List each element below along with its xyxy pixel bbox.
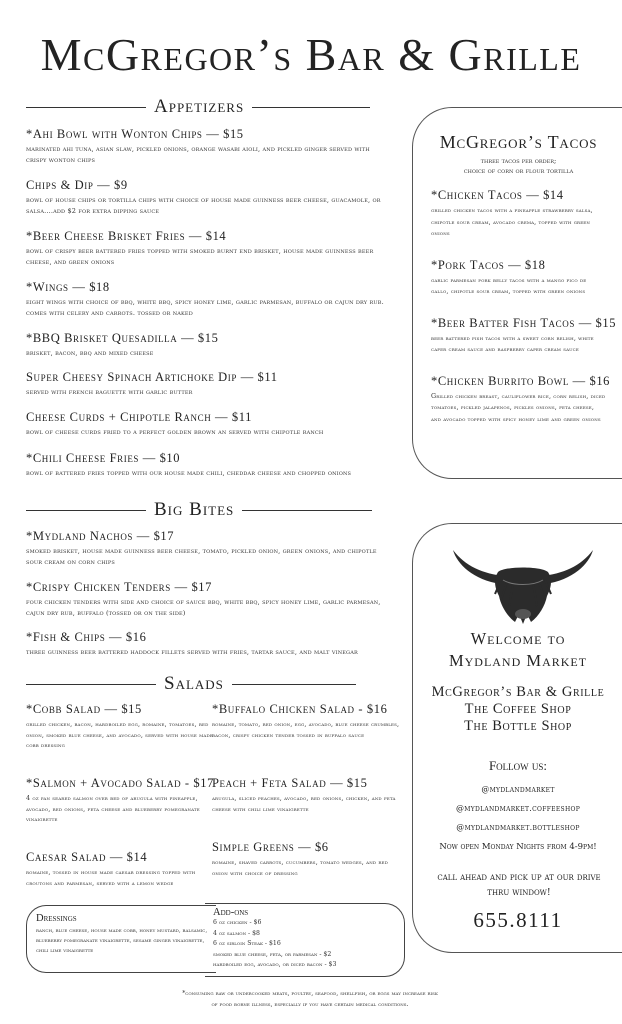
venue-name: McGregor’s Bar & Grille [431,684,605,700]
menu-item-quesadilla [26,331,386,359]
item-name: *Pork Tacos — $18 [431,257,546,272]
divider [232,684,356,685]
item-name: *Chili Cheese Fries — $10 [26,451,181,465]
social-handle: @mydlandmarket.bottleshop [456,823,580,832]
item-name: *Wings — $18 [26,280,110,294]
social-handle: @mydlandmarket [481,785,555,794]
welcome-panel [412,523,622,953]
welcome-title-line: Welcome to [470,629,566,648]
addon-line: 6 oz chicken - $6 [213,919,262,926]
menu-item-cheese-curds [26,410,386,438]
item-desc: three guinness beer battered haddock fillets served with fries, tartar sauce, and malt vinegar [26,648,358,656]
item-name: *Chicken Tacos — $14 [431,188,564,202]
divider [26,684,156,685]
social-handle: @mydlandmarket.coffeeshop [455,804,581,813]
menu-item-tenders [26,580,386,618]
tacos-subtitle-line: three tacos per order; [480,157,557,165]
item-desc: marinated ahi tuna, asian slaw, pickled onions, orange wasabi aioli, and pickled ginger served with crispy wonton chips [26,145,370,164]
menu-item-caesar-salad [26,850,216,888]
item-name: *Buffalo Chicken Salad - $16 [212,702,388,716]
venue-list [413,684,622,735]
dressings-title: Dressings [36,913,77,924]
item-desc: eight wings with choice of bbq, white bbq, spicy honey lime, garlic parmesan, buffalo or cajun dry rub. comes with celery and carrots. tossed or naked [26,298,384,317]
menu-item-burrito-bowl [431,373,611,426]
item-name: Caesar Salad — $14 [26,850,148,864]
item-desc: served with french baguette with garlic butter [26,388,193,396]
menu-item-simple-greens [212,840,402,878]
item-name: *Beer Cheese Brisket Fries — $14 [26,229,227,243]
big-bites-title: Big Bites [154,499,235,520]
divider [26,107,146,108]
menu-item-wings [26,280,386,318]
menu-item-chili-fries [26,451,386,479]
item-desc: romaine, shaved carrots, cucumbers, tomato wedges, and red onion with choice of dressing [212,858,388,877]
item-desc: grilled chicken, bacon, hardboiled egg, romaine, tomatoes, red onion, smoked blue cheese, and avocado, served with house made cobb dressing [26,720,213,749]
menu-item-ahi-bowl [26,127,386,165]
item-name: *Crispy Chicken Tenders — $17 [26,580,212,594]
item-desc: Grilled chicken breast, cauliflower rice, corn relish, diced tomatoes, pickled jalapenos, pickles onions, feta cheese, and avocado topped with spicy honey lime and green onions [431,391,606,423]
item-desc: beer battered fish tacos with a sweet corn relish, white caper cream sauce and raspberry caper cream sauce [431,333,594,353]
divider [242,510,372,511]
item-name: *Cobb Salad — $15 [26,702,142,716]
addon-line: hardboiled egg, avocado, or diced bacon - $3 [213,961,337,968]
item-desc: romaine, tossed in house made caesar dressing topped with croutons and parmesan, served with a lemon wedge [26,868,196,887]
item-desc: smoked brisket, house made guinness beer cheese, tomato, pickled onion, green onions, and chipotle sour cream on corn chips [26,547,377,566]
phone-number: 655.8111 [473,908,563,932]
divider [26,510,146,511]
big-bites-heading [26,499,372,521]
welcome-title-line: Mydland Market [448,651,588,670]
disclaimer-line: of food borne illness, especially if you have certain medical conditions. [211,1001,409,1008]
menu-item-peach-salad [212,776,402,814]
divider [252,107,370,108]
item-name: *Mydland Nachos — $17 [26,529,175,543]
venue-name: The Bottle Shop [464,718,572,734]
menu-item-salmon-salad [26,776,216,825]
menu-item-nachos [26,529,386,567]
menu-item-pork-tacos [431,258,606,298]
item-name: *Salmon + Avocado Salad - $17 [26,776,214,790]
call-ahead-note: call ahead and pick up at our drive thru window! [437,872,601,898]
follow-label: Follow us: [488,758,548,773]
appetizers-heading [26,96,370,118]
menu-item-cobb-salad [26,702,216,751]
item-name: *Chicken Burrito Bowl — $16 [431,373,611,388]
item-desc: bowl of house chips or tortilla chips with choice of house made guinness beer cheese, guacamole, or salsa....add $2 for extra dipping sauce [26,196,381,215]
item-name: Peach + Feta Salad — $15 [212,776,368,790]
disclaimer-line: *consuming raw or undercooked meats, poultry, seafood, shellfish, or eggs may increase risk [182,990,438,997]
item-desc: arugula, sliced peaches, avocado, red onions, chicken, and feta cheese with chili lime vinaigrette [212,794,396,813]
item-name: *Fish & Chips — $16 [26,630,147,644]
dressings-text: ranch, blue cheese, house made cobb, honey mustard, balsamic, blueberry pomegranate vinaigrette, sesame ginger vinaigrette, chili lime vinaigrette [36,928,208,954]
salads-title: Salads [164,673,224,694]
item-desc: bowl of cheese curds fried to a perfect golden brown an served with chipotle ranch [26,428,324,436]
menu-item-spinach-dip [26,370,386,398]
item-name: *BBQ Brisket Quesadilla — $15 [26,331,219,345]
salads-heading [26,673,356,695]
item-desc: grilled chicken tacos with a pineapple strawberry salsa, chipotle sour cream, avocado crema, topped with green onions [431,206,593,237]
menu-item-chips-dip [26,178,386,216]
item-name: Cheese Curds + Chipotle Ranch — $11 [26,410,252,424]
welcome-title [413,628,622,672]
dressings-box [26,905,216,973]
menu-item-chicken-tacos [431,188,606,240]
item-desc: bowl of battered fries topped with our house made chili, cheddar cheese and chopped onions [26,469,352,477]
item-name: *Ahi Bowl with Wonton Chips — $15 [26,127,244,141]
addons-box [205,903,405,977]
addon-line: 6 oz sirloin Steak - $16 [213,940,281,947]
addon-line: 4 oz salmon - $8 [213,929,260,937]
item-desc: 4 oz pan seared salmon over bed of arugula with pineapple, avocado, red onions, feta cheese and blueberry pomegranate vinaigrette [26,794,200,823]
menu-item-fish-tacos [431,315,617,356]
menu-item-brisket-fries [26,229,386,267]
tacos-panel [412,107,622,479]
venue-name: The Coffee Shop [464,701,572,717]
item-name: Chips & Dip — $9 [26,178,128,192]
item-desc: bowl of crispy beer battered fries topped with smoked burnt end brisket, house made guinness beer cheese, and green onions [26,247,374,266]
page-title: McGregor’s Bar & Grille [40,29,582,80]
disclaimer [100,988,520,1010]
addon-line: smoked blue cheese, feta, or parmesan - $2 [213,950,332,958]
hours-note: Now open Monday Nights from 4-9pm! [439,842,597,852]
item-desc: brisket, bacon, bbq and mixed cheese [26,349,154,357]
item-desc: romaine, tomato, red onion, egg, avocado, blue cheese crumbles, bacon, crispy chicken tender tossed in buffalo sauce [212,720,400,739]
appetizers-title: Appetizers [154,96,245,117]
item-name: Simple Greens — $6 [212,840,329,854]
menu-item-fish-chips [26,630,386,658]
item-name: *Beer Batter Fish Tacos — $15 [431,315,617,330]
highland-cow-icon [443,536,603,626]
item-desc: four chicken tenders with side and choice of sauce bbq, white bbq, spicy honey lime, garlic parmesan, cajun dry rub, buffalo (tossed or on the side) [26,598,381,617]
menu-item-buffalo-salad [212,702,402,740]
tacos-subtitle-line: choice of corn or flour tortilla [463,167,574,175]
tacos-subtitle [431,156,606,176]
tacos-title: McGregor’s Tacos [439,132,598,152]
item-name: Super Cheesy Spinach Artichoke Dip — $11 [26,370,278,384]
addons-title: Add-ons [213,907,249,918]
social-handles [413,780,622,837]
item-desc: garlic parmesan pork belly tacos with a mango pico de gallo, chipotle sour cream, topped with green onions [431,275,587,295]
